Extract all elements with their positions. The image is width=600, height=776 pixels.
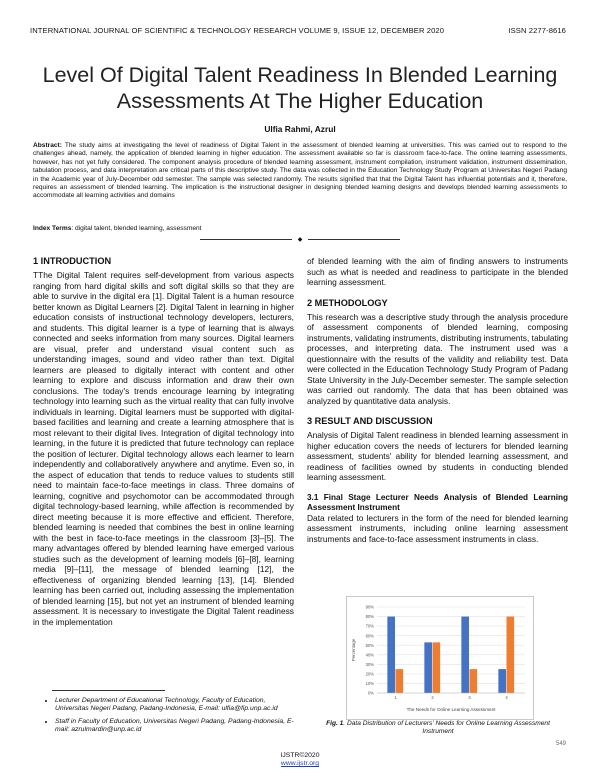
bar-2-1 bbox=[396, 669, 404, 693]
y-tick-label: 10% bbox=[365, 681, 374, 687]
divider-diamond: ◆ bbox=[297, 237, 303, 243]
page-footer bbox=[0, 752, 600, 768]
bar-2-4 bbox=[507, 617, 515, 693]
introduction-continued: of blended learning with the aim of finding answers to instruments such as what is needed and readiness to participate in the blended learning assessment. bbox=[307, 256, 568, 287]
keywords-text: : digital talent, blended learning, assessment bbox=[71, 225, 202, 232]
footnote-2: • Staff in Faculty of Education, Universitas Negeri Padang, Padang-Indonesia, E-mail: azrulmardin@unp.ac.id bbox=[55, 718, 294, 735]
page-number: 549 bbox=[555, 741, 566, 747]
issn: ISSN 2277-8616 bbox=[508, 26, 566, 35]
introduction-text: TThe Digital Talent requires self-development from various aspects ranging from hard digital skills and soft digital skills so that they are able to survive in the digital era [1]. Digital Talent is a human resource better known as Digital Learners [2]. Digital Talent in learning in higher education consists of instructional technology developers, lecturers, and students. This digital learner is a type of learning that is always connected and seeks information from many sources. Digital learners are visual, prefer and understand visual content such as understanding images, sound and video rather than text. Digital learners are pleased to digitally interact with content and other learning to explore and discuss information and draw their own conclusions. The today's trends encourage learning by integrating technology into learning such as the virtual reality that can fully involve individuals in learning. Digital learners must be supported with digital-based facilities and learning and create a learning atmosphere that is most relevant to their digital lives. Integration of digital technology into learning, in the future it is predicted that future technology can replace the position of lecturer. Digital technology allows each learner to learn independently and collaboratively anywhere and anytime. Even so, in the aspect of education that tends to reduce values to students still need to maintain face-to-face meetings in class. Three domains of learning, cognitive and psychomotor can be accommodated through digital technology-based learning, while affection is recommended by direct meeting because it is more effective and efficient. Therefore, blended learning is needed that combines the best in online learning with the best in face-to-face meetings in the classroom [3]–[5]. The many advantages offered by blended learning have emerged various studies such as the development of learning models [6]–[8], learning media [9]–[11], the message of blended learning [12], the effectiveness of organizing blended learning [13], [14]. Blended learning has been carried out, including assessing the implementation of blended learning [15], but not yet an instrument of blended learning assessment. It is necessary to investigate the Digital Talent readiness in the implementation bbox=[33, 270, 294, 627]
subsection-heading: 3.1 Final Stage Lecturer Needs Analysis of Blended Learning Assessment Instrument bbox=[307, 492, 568, 512]
footnote-rule bbox=[52, 690, 165, 691]
section-divider bbox=[0, 236, 600, 243]
results-heading: 3 RESULT AND DISCUSSION bbox=[307, 416, 433, 426]
figure-caption-text: . Data Distribution of Lecturers' Needs for Online Learning Assessment Instrument bbox=[343, 720, 550, 735]
x-tick-label: 3 bbox=[468, 695, 471, 700]
keywords-label: Index Terms bbox=[33, 225, 72, 232]
methodology-heading: 2 METHODOLOGY bbox=[307, 297, 388, 308]
figure-caption bbox=[318, 720, 558, 736]
subsection-text: Data related to lecturers in the form of the need for blended learning assessment instruments, including online learning assessment instruments and face-to-face assessment instruments in class. bbox=[307, 512, 568, 544]
y-tick-label: 20% bbox=[365, 671, 374, 677]
y-tick-label: 70% bbox=[365, 623, 374, 629]
bar-1-2 bbox=[424, 642, 432, 693]
introduction-heading: 1 INTRODUCTION bbox=[33, 256, 112, 266]
x-tick-label: 1 bbox=[394, 695, 397, 700]
y-axis-label: Percentage bbox=[351, 638, 356, 662]
bar-1-1 bbox=[387, 617, 395, 693]
right-column bbox=[307, 256, 568, 544]
abstract-text: The study aims at investigating the level of readiness of Digital Talent in the assessment of blended learning at universities. This was carried out to respond to the challenges ahead, namely, the application of blended learning in higher education. The assessment available so far is classroom face-to-face. The online learning assessments, however, has not yet fully considered. The component analysis procedure of blended learning assessment, instrument compilation, instrument validation, instrument dissemination, tabulation process, and data interpretation are critical parts of this descriptive study. The data was collected in the Education Technology Study Program at Universitas Negeri Padang in the Academic year of July-December odd semester. The sample was selected randomly. The results signified that that the Digital Talent has influential potentials and it, therefore, requires an assessment of blended learning. The implication is the instructional designer in designing blended learning designs and develops blended learning assessments to accommodate all learning activities and domains bbox=[33, 142, 567, 200]
x-axis-label: The Needs for Online Learning Assessment bbox=[406, 707, 496, 712]
footnotes bbox=[33, 697, 294, 738]
bar-2-3 bbox=[470, 669, 478, 693]
left-column bbox=[33, 256, 294, 627]
journal-header: INTERNATIONAL JOURNAL OF SCIENTIFIC & TECHNOLOGY RESEARCH VOLUME 9, ISSUE 12, DECEMBER 2020 bbox=[30, 26, 445, 35]
footer-url[interactable]: www.ijstr.org bbox=[280, 760, 320, 767]
bar-1-4 bbox=[498, 669, 506, 693]
paper-title: Level Of Digital Talent Readiness In Blended Learning Assessments At The Higher Education bbox=[42, 63, 558, 113]
abstract bbox=[33, 142, 567, 201]
bar-chart bbox=[347, 597, 533, 719]
x-tick-label: 2 bbox=[431, 695, 434, 700]
footnote-1: • Lecturer Department of Educational Technology, Faculty of Education, Universitas Negeri Padang, Padang-Indonesia, E-mail: ulfia@fip.unp.ac.id bbox=[55, 697, 294, 714]
bar-2-2 bbox=[433, 642, 441, 693]
authors: Ulfia Rahmi, Azrul bbox=[264, 124, 336, 134]
figure-1-chart bbox=[346, 596, 534, 720]
figure-label: Fig. 1 bbox=[326, 720, 344, 727]
methodology-text: This research was a descriptive study through the analysis procedure of assessment components of blended learning, composing instruments, validating instruments, distributing instruments, tabulating processes, and interpreting data. The instrument used was a questionnaire with the results of the validity and reliability test. Data were collected in the Education Technology Study Program of Padang State University in the July-December semester. The sample selection was carried out randomly. The data that has been obtained was analyzed by quantitative data analysis. bbox=[307, 311, 568, 406]
y-tick-label: 60% bbox=[365, 633, 374, 639]
y-tick-label: 0% bbox=[367, 690, 374, 696]
results-text: Analysis of Digital Talent readiness in blended learning assessment in higher education covers the needs of lecturers for blended learning assessment, students' ability for blended learning assessment, and readiness of facilities owned by students in conducting blended learning assessment. bbox=[307, 430, 568, 482]
y-tick-label: 30% bbox=[365, 661, 374, 667]
bar-1-3 bbox=[461, 617, 469, 693]
y-tick-label: 50% bbox=[365, 642, 374, 648]
abstract-label: Abstract: bbox=[33, 142, 62, 149]
y-tick-label: 90% bbox=[365, 604, 374, 610]
y-tick-label: 40% bbox=[365, 652, 374, 658]
y-tick-label: 80% bbox=[365, 614, 374, 620]
keywords bbox=[33, 225, 567, 232]
footer-code: IJSTR©2020 bbox=[280, 752, 320, 759]
x-tick-label: 4 bbox=[505, 695, 508, 700]
